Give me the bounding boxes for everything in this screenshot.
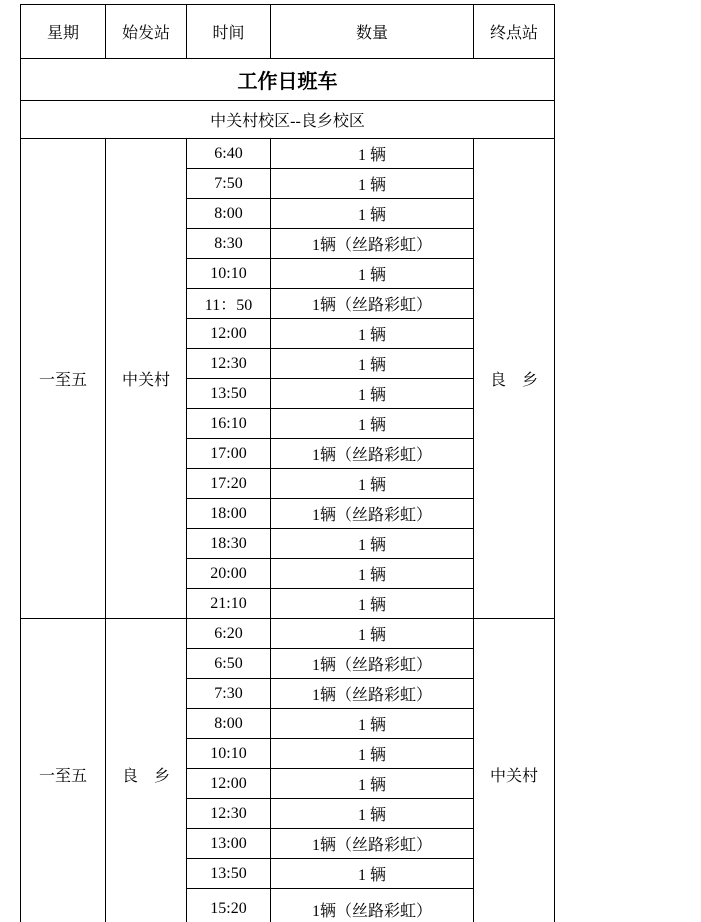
time-cell: 10:10 <box>187 739 271 769</box>
quantity-cell: 1辆（丝路彩虹） <box>271 439 474 469</box>
quantity-cell: 1 辆 <box>271 139 474 169</box>
quantity-cell: 1 辆 <box>271 739 474 769</box>
quantity-cell: 1 辆 <box>271 769 474 799</box>
quantity-cell: 1 辆 <box>271 799 474 829</box>
time-cell: 18:00 <box>187 499 271 529</box>
title-row <box>21 59 555 101</box>
time-cell: 21:10 <box>187 589 271 619</box>
time-cell: 12:30 <box>187 799 271 829</box>
time-cell: 10:10 <box>187 259 271 289</box>
origin-cell: 良 乡 <box>106 619 187 922</box>
route-label: 中关村校区--良乡校区 <box>21 101 555 139</box>
quantity-cell: 1 辆 <box>271 199 474 229</box>
header-row <box>21 5 555 59</box>
quantity-cell: 1 辆 <box>271 349 474 379</box>
time-cell: 6:20 <box>187 619 271 649</box>
quantity-cell: 1 辆 <box>271 559 474 589</box>
time-cell: 7:50 <box>187 169 271 199</box>
quantity-cell: 1辆（丝路彩虹） <box>271 889 474 922</box>
origin-cell: 中关村 <box>106 139 187 619</box>
route-row <box>21 101 555 139</box>
time-cell: 13:50 <box>187 859 271 889</box>
col-header-origin: 始发站 <box>106 5 187 59</box>
weekday-cell: 一至五 <box>21 619 106 922</box>
quantity-cell: 1 辆 <box>271 619 474 649</box>
quantity-cell: 1辆（丝路彩虹） <box>271 229 474 259</box>
time-cell: 20:00 <box>187 559 271 589</box>
time-cell: 12:00 <box>187 319 271 349</box>
schedule-row <box>21 619 555 649</box>
time-cell: 7:30 <box>187 679 271 709</box>
quantity-cell: 1辆（丝路彩虹） <box>271 289 474 319</box>
time-cell: 8:00 <box>187 709 271 739</box>
section-title: 工作日班车 <box>21 59 555 101</box>
destination-cell: 中关村 <box>474 619 555 922</box>
quantity-cell: 1辆（丝路彩虹） <box>271 499 474 529</box>
destination-cell: 良 乡 <box>474 139 555 619</box>
quantity-cell: 1 辆 <box>271 169 474 199</box>
quantity-cell: 1辆（丝路彩虹） <box>271 679 474 709</box>
time-cell: 11：50 <box>187 289 271 319</box>
bus-schedule-table <box>20 4 555 922</box>
quantity-cell: 1 辆 <box>271 379 474 409</box>
time-cell: 18:30 <box>187 529 271 559</box>
col-header-quantity: 数量 <box>271 5 474 59</box>
quantity-cell: 1辆（丝路彩虹） <box>271 649 474 679</box>
quantity-cell: 1 辆 <box>271 859 474 889</box>
time-cell: 17:00 <box>187 439 271 469</box>
time-cell: 12:00 <box>187 769 271 799</box>
time-cell: 15:20 <box>187 889 271 922</box>
time-cell: 8:30 <box>187 229 271 259</box>
schedule-row <box>21 139 555 169</box>
time-cell: 17:20 <box>187 469 271 499</box>
col-header-weekday: 星期 <box>21 5 106 59</box>
quantity-cell: 1 辆 <box>271 319 474 349</box>
quantity-cell: 1 辆 <box>271 259 474 289</box>
quantity-cell: 1 辆 <box>271 589 474 619</box>
quantity-cell: 1辆（丝路彩虹） <box>271 829 474 859</box>
time-cell: 16:10 <box>187 409 271 439</box>
quantity-cell: 1 辆 <box>271 409 474 439</box>
quantity-cell: 1 辆 <box>271 469 474 499</box>
time-cell: 13:50 <box>187 379 271 409</box>
col-header-time: 时间 <box>187 5 271 59</box>
time-cell: 8:00 <box>187 199 271 229</box>
quantity-cell: 1 辆 <box>271 709 474 739</box>
time-cell: 12:30 <box>187 349 271 379</box>
time-cell: 13:00 <box>187 829 271 859</box>
quantity-cell: 1 辆 <box>271 529 474 559</box>
time-cell: 6:50 <box>187 649 271 679</box>
weekday-cell: 一至五 <box>21 139 106 619</box>
time-cell: 6:40 <box>187 139 271 169</box>
col-header-destination: 终点站 <box>474 5 555 59</box>
